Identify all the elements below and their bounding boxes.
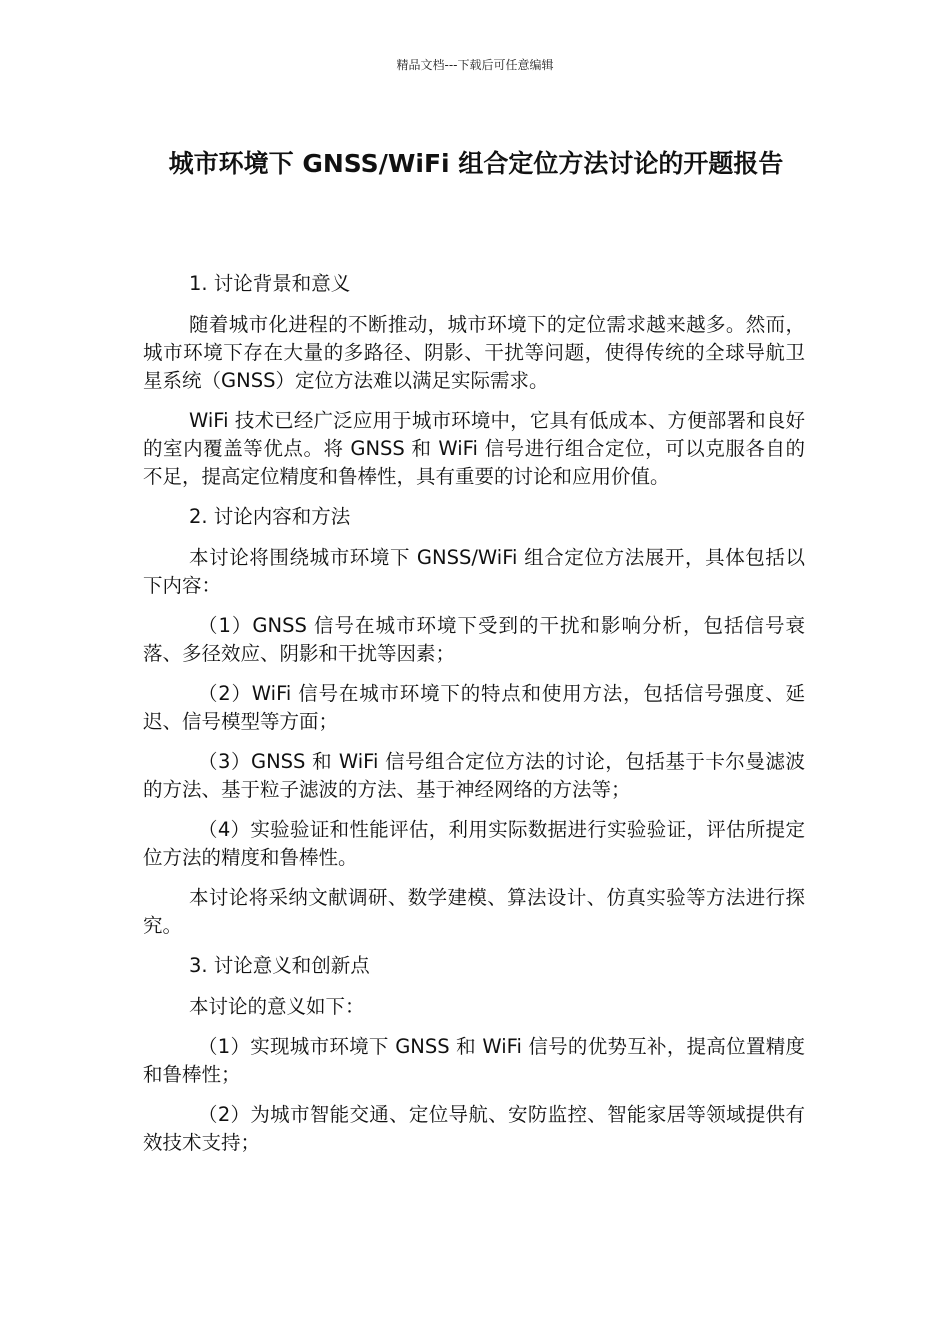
list-item: （1）实现城市环境下 GNSS 和 WiFi 信号的优势互补，提高位置精度和鲁棒性； (143, 1035, 805, 1086)
document-title: 城市环境下 GNSS/WiFi 组合定位方法讨论的开题报告 (168, 149, 784, 178)
header-note: 精品文档---下载后可任意编辑 (396, 58, 554, 72)
section-heading-significance: 3. 讨论意义和创新点 (189, 954, 370, 977)
paragraph: 本讨论的意义如下： (189, 995, 365, 1018)
section-heading-background: 1. 讨论背景和意义 (189, 272, 351, 295)
paragraph: 随着城市化进程的不断推动，城市环境下的定位需求越来越多。然而，城市环境下存在大量的多路径、阴影、干扰等问题，使得传统的全球导航卫星系统（GNSS）定位方法难以满足实际需求。 (143, 313, 805, 392)
paragraph: 本讨论将采纳文献调研、数学建模、算法设计、仿真实验等方法进行探究。 (143, 886, 805, 937)
document-body (143, 270, 805, 1169)
list-item: （2）为城市智能交通、定位导航、安防监控、智能家居等领域提供有效技术支持； (143, 1103, 805, 1154)
list-item: （2）WiFi 信号在城市环境下的特点和使用方法，包括信号强度、延迟、信号模型等方面； (143, 682, 805, 733)
section-heading-content-methods: 2. 讨论内容和方法 (189, 505, 351, 528)
paragraph: 本讨论将围绕城市环境下 GNSS/WiFi 组合定位方法展开，具体包括以下内容： (143, 546, 805, 597)
list-item: （3）GNSS 和 WiFi 信号组合定位方法的讨论，包括基于卡尔曼滤波的方法、基于粒子滤波的方法、基于神经网络的方法等； (143, 750, 805, 801)
paragraph: WiFi 技术已经广泛应用于城市环境中，它具有低成本、方便部署和良好的室内覆盖等优点。将 GNSS 和 WiFi 信号进行组合定位，可以克服各自的不足，提高定位精度和鲁棒性，具有重要的讨论和应用价值。 (143, 409, 805, 488)
list-item: （1）GNSS 信号在城市环境下受到的干扰和影响分析，包括信号衰落、多径效应、阴影和干扰等因素； (143, 614, 805, 665)
list-item: （4）实验验证和性能评估，利用实际数据进行实验验证，评估所提定位方法的精度和鲁棒性。 (143, 818, 805, 869)
